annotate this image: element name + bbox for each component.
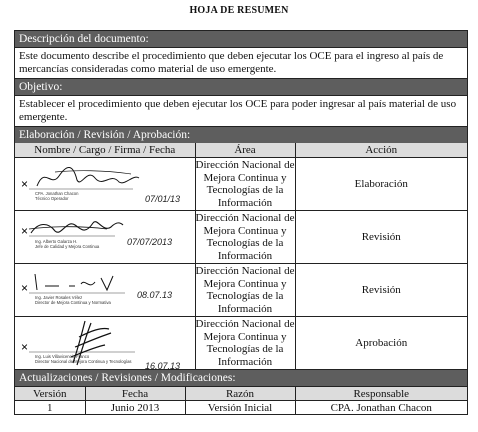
area-cell: Dirección Nacional de Mejora Continua y Tecnologías de la Información xyxy=(195,265,295,315)
signer-name: Ing. Alberto Galarza H. xyxy=(35,239,78,244)
approval-row xyxy=(15,211,467,264)
area-cell: Dirección Nacional de Mejora Continua y Tecnologías de la Información xyxy=(195,212,295,262)
signer-role: Técnico Operador xyxy=(35,196,69,201)
signature-date: 08.07.13 xyxy=(137,290,173,300)
column-header-signer: Nombre / Cargo / Firma / Fecha xyxy=(15,143,195,158)
updates-heading: Actualizaciones / Revisiones / Modificaciones: xyxy=(15,370,467,386)
signature-graphic xyxy=(15,264,195,316)
approval-row xyxy=(15,158,467,211)
action-cell: Revisión xyxy=(295,264,467,317)
signature-graphic xyxy=(15,158,195,210)
description-text: Este documento describe el procedimiento que deben ejecutar los OCE para el ingreso al país de mercancías consideradas como material de uso emergente. xyxy=(15,48,467,79)
column-header-reason: Razón xyxy=(185,387,295,401)
version-cell: 1 xyxy=(15,401,85,415)
signer-name: Ing. Javier Rosales Vélez xyxy=(35,295,83,300)
sign-mark-icon: × xyxy=(21,224,29,238)
objective-text: Establecer el procedimiento que deben ejecutar los OCE para poder ingresar al país material de uso emergente. xyxy=(15,96,467,127)
signature-date: 07/01/13 xyxy=(145,194,181,204)
handwritten-signature xyxy=(35,274,113,290)
approval-row xyxy=(15,317,467,370)
column-header-area: Área xyxy=(195,143,295,158)
action-cell: Revisión xyxy=(295,211,467,264)
description-heading: Descripción del documento: xyxy=(15,31,467,48)
signer-role: Jefe de Calidad y Mejora Continua xyxy=(35,244,100,249)
updates-table xyxy=(15,386,467,414)
column-header-version: Versión xyxy=(15,387,85,401)
responsible-cell: CPA. Jonathan Chacon xyxy=(295,401,467,415)
column-header-responsible: Responsable xyxy=(295,387,467,401)
approvals-header-row xyxy=(15,143,467,158)
objective-heading: Objetivo: xyxy=(15,79,467,96)
signature-cell xyxy=(15,211,195,264)
signature-cell xyxy=(15,264,195,317)
updates-header-row xyxy=(15,387,467,401)
sign-mark-icon: × xyxy=(21,177,29,191)
signer-role: Director de Mejora Continua y Normativa xyxy=(35,300,111,305)
summary-document xyxy=(14,30,468,415)
action-cell: Elaboración xyxy=(295,158,467,211)
signature-cell xyxy=(15,317,195,370)
column-header-date: Fecha xyxy=(85,387,185,401)
update-row xyxy=(15,401,467,415)
signature-date: 07/07/2013 xyxy=(127,237,173,247)
reason-cell: Versión Inicial xyxy=(185,401,295,415)
signer-role: Director Nacional de Mejora Continua y Tecnologías xyxy=(35,359,132,364)
page-title: HOJA DE RESUMEN xyxy=(189,5,289,16)
approvals-heading: Elaboración / Revisión / Aprobación: xyxy=(15,127,467,143)
approvals-table xyxy=(15,143,467,370)
area-cell: Dirección Nacional de Mejora Continua y Tecnologías de la Información xyxy=(195,159,295,209)
signature-date: 16.07.13 xyxy=(145,361,181,371)
signer-name: Ing. Luis Villavicencio Franco xyxy=(35,354,90,359)
column-header-action: Acción xyxy=(295,143,467,158)
signature-graphic xyxy=(15,211,195,263)
sign-mark-icon: × xyxy=(21,340,29,354)
signer-name: CPA. Jonathan Chacon xyxy=(35,191,79,196)
action-cell: Aprobación xyxy=(295,317,467,370)
signature-cell xyxy=(15,158,195,211)
date-cell: Junio 2013 xyxy=(85,401,185,415)
area-cell: Dirección Nacional de Mejora Continua y Tecnologías de la Información xyxy=(195,318,295,368)
signature-graphic xyxy=(15,317,195,377)
approval-row xyxy=(15,264,467,317)
sign-mark-icon: × xyxy=(21,281,29,295)
